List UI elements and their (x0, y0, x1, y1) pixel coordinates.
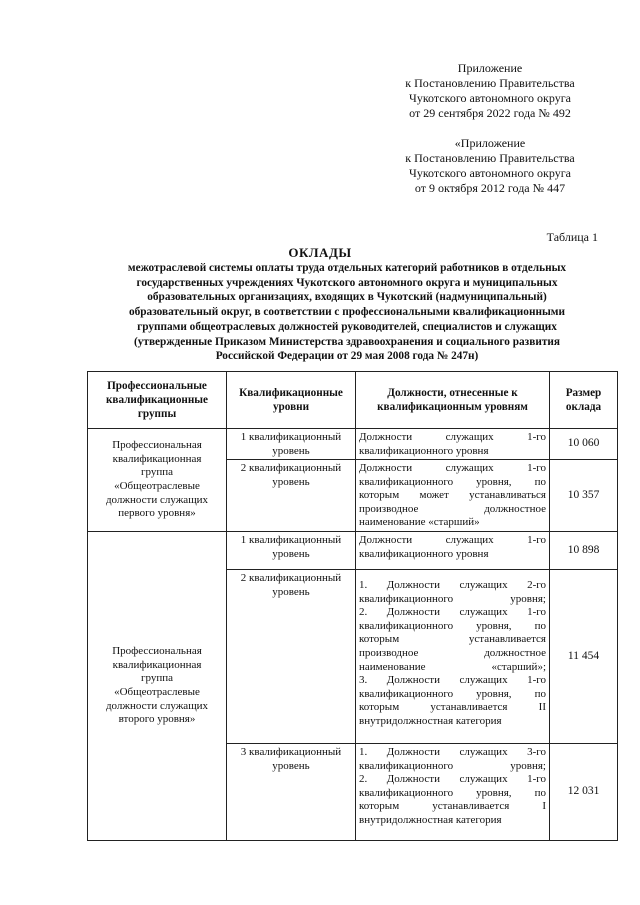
salary-table (87, 371, 618, 841)
salary-cell: 12 031 (550, 744, 618, 841)
subtitle-line: (утвержденные Приказом Министерства здравоохранения и социального развития (133, 335, 560, 348)
appendix-line: Чукотского автономного округа (409, 91, 571, 105)
header-level: Квалификационные уровни (227, 372, 356, 429)
header-salary: Размер оклада (550, 372, 618, 429)
level-cell: 1 квалификационный уровень (227, 532, 356, 570)
positions-cell: Должности служащих 1-го квалификационного уровня (356, 429, 550, 460)
table-row (88, 429, 618, 460)
appendix-note-original (380, 136, 600, 196)
subtitle-line: государственных учреждениях Чукотского автономного округа и муниципальных (136, 276, 558, 289)
table-number: Таблица 1 (546, 230, 598, 244)
group-name-cell: Профессиональная квалификационная группа «Общеотраслевые должности служащих первого уровня» (88, 429, 227, 532)
positions-cell: 1. Должности служащих 2-го квалификационного уровня; 2. Должности служащих 1-го квалификационного уровня, по которым устанавливается производное должностное наименование «старший»; 3. Должности служащих 1-го квалификационного уровня, по которым устанавливается II внутридолжностная категория (356, 570, 550, 744)
level-cell: 1 квалификационный уровень (227, 429, 356, 460)
subtitle-line: образовательный округ, в соответствии с профессиональными квалификационными (128, 306, 566, 319)
positions-cell: Должности служащих 1-го квалификационного уровня, по которым может устанавливаться производное должностное наименование «старший» (356, 460, 550, 532)
table-row (88, 532, 618, 570)
header-group: Профессиональные квалификационные группы (88, 372, 227, 429)
table-header-row (88, 372, 618, 429)
subtitle-line: образовательных организациях, входящих в Чукотский (надмуниципальный) (147, 291, 547, 304)
appendix-line: Чукотского автономного округа (409, 166, 571, 180)
appendix-line: Приложение (457, 61, 523, 75)
document-title: ОКЛАДЫ (288, 245, 352, 260)
level-cell: 2 квалификационный уровень (227, 570, 356, 744)
positions-cell: 1. Должности служащих 3-го квалификационного уровня; 2. Должности служащих 1-го квалификационного уровня, по которым устанавливается I внутридолжностная категория (356, 744, 550, 841)
salary-cell: 10 060 (550, 429, 618, 460)
appendix-line: к Постановлению Правительства (405, 76, 575, 90)
level-cell: 3 квалификационный уровень (227, 744, 356, 841)
group-name-cell: Профессиональная квалификационная группа «Общеотраслевые должности служащих второго уровня» (88, 532, 227, 841)
subtitle-line: группами общеотраслевых должностей руководителей, специалистов и служащих (137, 320, 557, 333)
header-positions: Должности, отнесенные к квалификационным уровням (356, 372, 550, 429)
document-subtitle (92, 261, 602, 364)
appendix-line: к Постановлению Правительства (405, 151, 575, 165)
appendix-line: от 29 сентября 2022 года № 492 (409, 106, 571, 120)
appendix-line: от 9 октября 2012 года № 447 (414, 181, 566, 195)
salary-cell: 11 454 (550, 570, 618, 744)
salary-cell: 10 357 (550, 460, 618, 532)
appendix-line: «Приложение (454, 136, 526, 150)
salary-cell: 10 898 (550, 532, 618, 570)
positions-cell: Должности служащих 1-го квалификационного уровня (356, 532, 550, 570)
level-cell: 2 квалификационный уровень (227, 460, 356, 532)
appendix-note-current (380, 61, 600, 121)
subtitle-line: межотраслевой системы оплаты труда отдельных категорий работников в отдельных (127, 262, 567, 274)
subtitle-line: Российской Федерации от 29 мая 2008 года № 247н) (215, 350, 479, 363)
